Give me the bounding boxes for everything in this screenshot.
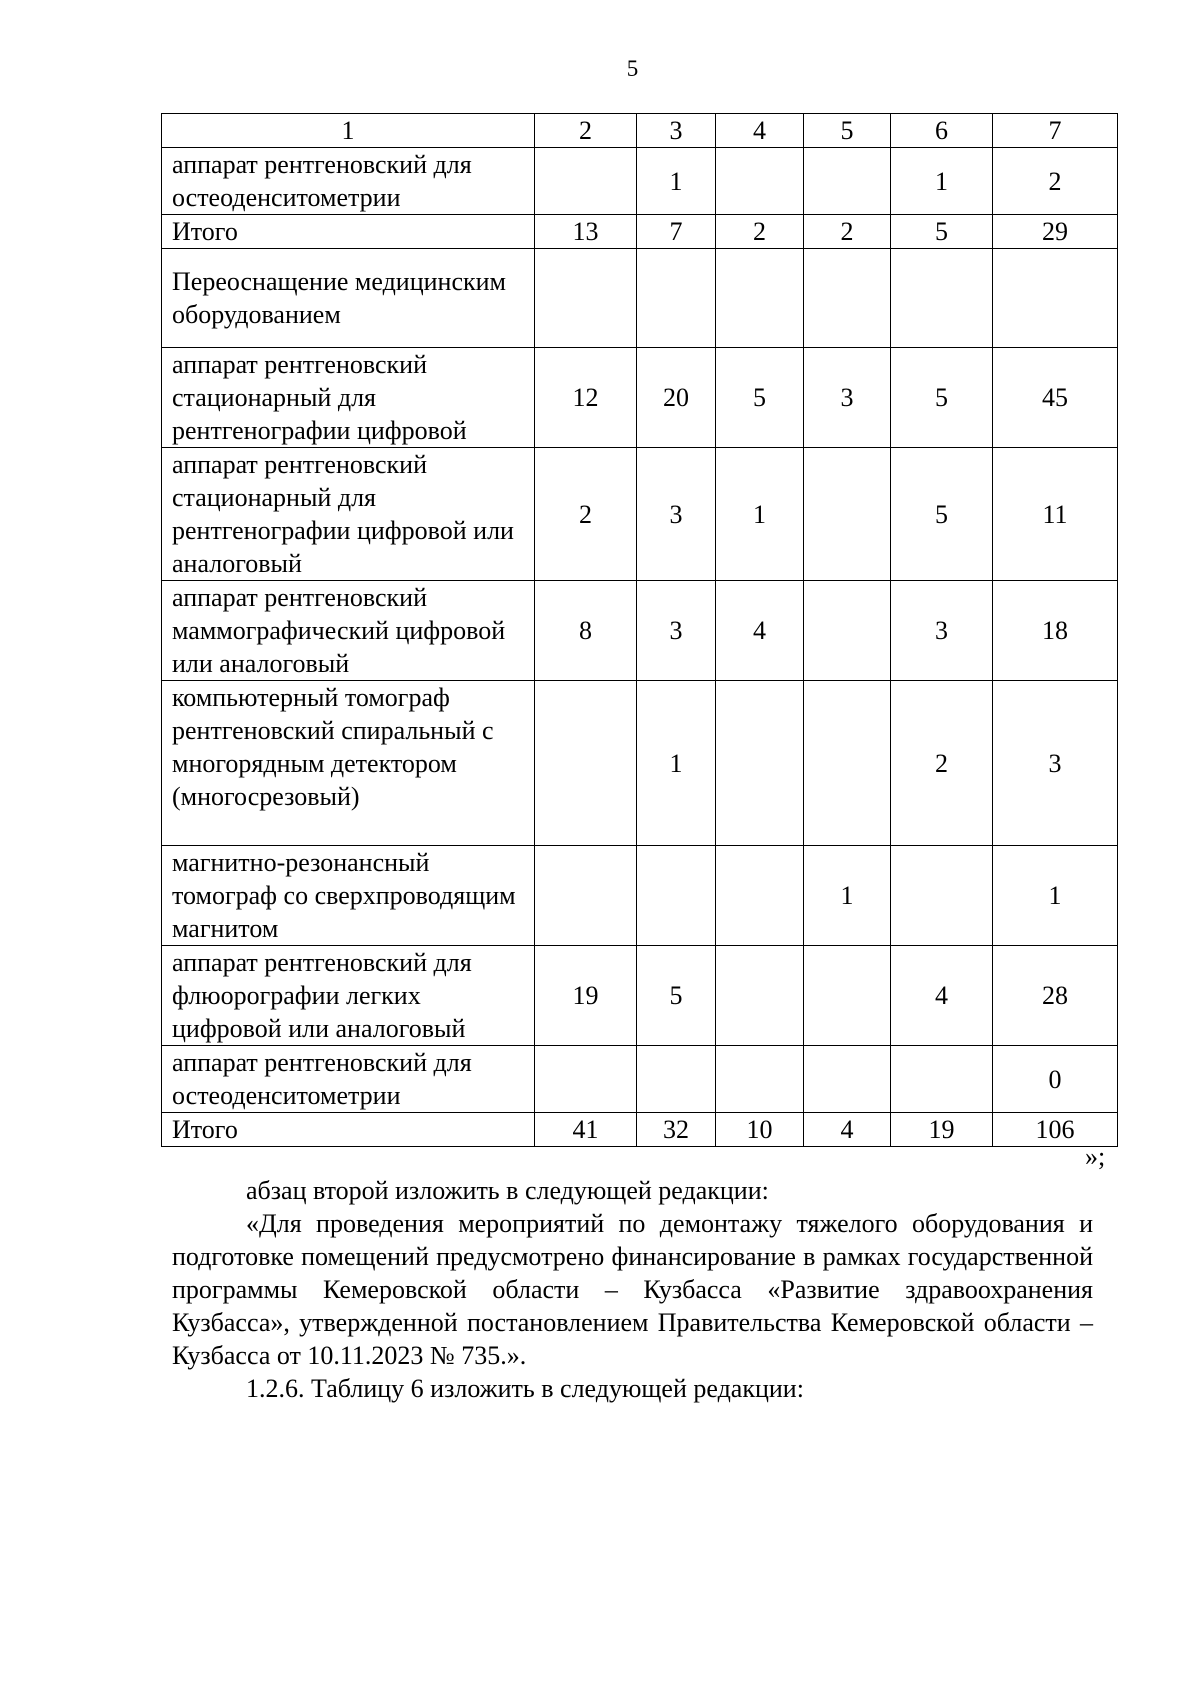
equipment-name-cell: аппарат рентгеновский для остеоденситометрии xyxy=(162,1046,535,1113)
value-cell xyxy=(891,249,993,348)
value-cell: 20 xyxy=(637,348,716,448)
value-cell: 1 xyxy=(716,448,804,581)
header-cell: 2 xyxy=(535,114,637,148)
equipment-name-cell: аппарат рентгеновский для остеоденситометрии xyxy=(162,148,535,215)
value-cell: 41 xyxy=(535,1113,637,1147)
section-title-cell: Переоснащение медицинским оборудованием xyxy=(162,249,535,348)
value-cell: 19 xyxy=(535,946,637,1046)
value-cell: 3 xyxy=(637,448,716,581)
value-cell xyxy=(716,148,804,215)
header-cell: 7 xyxy=(993,114,1118,148)
value-cell xyxy=(637,249,716,348)
value-cell: 18 xyxy=(993,581,1118,681)
value-cell: 3 xyxy=(804,348,891,448)
value-cell xyxy=(891,1046,993,1113)
value-cell: 29 xyxy=(993,215,1118,249)
value-cell xyxy=(804,148,891,215)
value-cell: 45 xyxy=(993,348,1118,448)
page-number: 5 xyxy=(626,56,639,81)
value-cell xyxy=(637,846,716,946)
value-cell xyxy=(716,249,804,348)
value-cell xyxy=(804,448,891,581)
value-cell xyxy=(716,946,804,1046)
total-label-cell: Итого xyxy=(162,215,535,249)
value-cell: 3 xyxy=(891,581,993,681)
equipment-name-cell: магнитно-резонансный томограф со сверхпроводящим магнитом xyxy=(162,846,535,946)
table-row xyxy=(162,148,1118,215)
value-cell xyxy=(535,249,637,348)
header-cell: 1 xyxy=(162,114,535,148)
value-cell: 32 xyxy=(637,1113,716,1147)
value-cell xyxy=(716,1046,804,1113)
value-cell: 7 xyxy=(637,215,716,249)
paragraph: абзац второй изложить в следующей редакции: xyxy=(246,1176,769,1205)
value-cell: 2 xyxy=(716,215,804,249)
closing-quote: »; xyxy=(1085,1142,1106,1171)
value-cell: 106 xyxy=(993,1113,1118,1147)
value-cell: 4 xyxy=(891,946,993,1046)
value-cell: 2 xyxy=(993,148,1118,215)
table-row xyxy=(162,581,1118,681)
equipment-name-cell: аппарат рентгеновский для флюорографии легких цифровой или аналоговый xyxy=(162,946,535,1046)
value-cell: 2 xyxy=(804,215,891,249)
value-cell: 5 xyxy=(891,215,993,249)
value-cell: 1 xyxy=(993,846,1118,946)
value-cell xyxy=(804,1046,891,1113)
table-row xyxy=(162,681,1118,846)
value-cell: 1 xyxy=(637,681,716,846)
paragraph: «Для проведения мероприятий по демонтажу тяжелого оборудования и подготовке помещений предусмотрено финансирование в рамках государственной программы Кемеровской области – Кузбасса «Развитие здравоохранения Кузбасса», утвержденной постановлением Правительства Кемеровской области – Кузбасса от 10.11.2023 № 735.». xyxy=(172,1209,1093,1370)
value-cell: 10 xyxy=(716,1113,804,1147)
value-cell: 12 xyxy=(535,348,637,448)
value-cell: 5 xyxy=(891,348,993,448)
value-cell xyxy=(804,681,891,846)
value-cell: 4 xyxy=(716,581,804,681)
value-cell: 2 xyxy=(891,681,993,846)
header-cell: 5 xyxy=(804,114,891,148)
value-cell: 5 xyxy=(637,946,716,1046)
value-cell: 13 xyxy=(535,215,637,249)
table-total-row xyxy=(162,1113,1118,1147)
value-cell: 2 xyxy=(535,448,637,581)
value-cell: 5 xyxy=(891,448,993,581)
header-cell: 3 xyxy=(637,114,716,148)
value-cell: 28 xyxy=(993,946,1118,1046)
value-cell xyxy=(535,148,637,215)
table-total-row xyxy=(162,215,1118,249)
equipment-name-cell: аппарат рентгеновский маммографический цифровой или аналоговый xyxy=(162,581,535,681)
value-cell xyxy=(804,249,891,348)
value-cell: 19 xyxy=(891,1113,993,1147)
value-cell: 3 xyxy=(637,581,716,681)
value-cell xyxy=(716,681,804,846)
paragraph: 1.2.6. Таблицу 6 изложить в следующей редакции: xyxy=(246,1374,804,1403)
value-cell xyxy=(535,681,637,846)
value-cell: 3 xyxy=(993,681,1118,846)
value-cell xyxy=(535,1046,637,1113)
equipment-name-cell: аппарат рентгеновский стационарный для рентгенографии цифровой xyxy=(162,348,535,448)
table-row xyxy=(162,448,1118,581)
value-cell: 1 xyxy=(804,846,891,946)
value-cell: 5 xyxy=(716,348,804,448)
value-cell xyxy=(637,1046,716,1113)
value-cell xyxy=(993,249,1118,348)
value-cell xyxy=(716,846,804,946)
value-cell: 1 xyxy=(637,148,716,215)
value-cell xyxy=(891,846,993,946)
header-cell: 6 xyxy=(891,114,993,148)
table-row xyxy=(162,946,1118,1046)
header-cell: 4 xyxy=(716,114,804,148)
value-cell: 8 xyxy=(535,581,637,681)
equipment-table xyxy=(161,113,1118,1147)
value-cell xyxy=(804,581,891,681)
table-row xyxy=(162,348,1118,448)
table-header-row xyxy=(162,114,1118,148)
value-cell: 0 xyxy=(993,1046,1118,1113)
value-cell: 4 xyxy=(804,1113,891,1147)
table-row xyxy=(162,1046,1118,1113)
equipment-name-cell: аппарат рентгеновский стационарный для рентгенографии цифровой или аналоговый xyxy=(162,448,535,581)
value-cell xyxy=(804,946,891,1046)
equipment-name-cell: компьютерный томограф рентгеновский спиральный с многорядным детектором (многосрезовый) xyxy=(162,681,535,846)
value-cell xyxy=(535,846,637,946)
body-text xyxy=(172,1174,1093,1405)
table-section-row xyxy=(162,249,1118,348)
table-row xyxy=(162,846,1118,946)
value-cell: 11 xyxy=(993,448,1118,581)
total-label-cell: Итого xyxy=(162,1113,535,1147)
value-cell: 1 xyxy=(891,148,993,215)
